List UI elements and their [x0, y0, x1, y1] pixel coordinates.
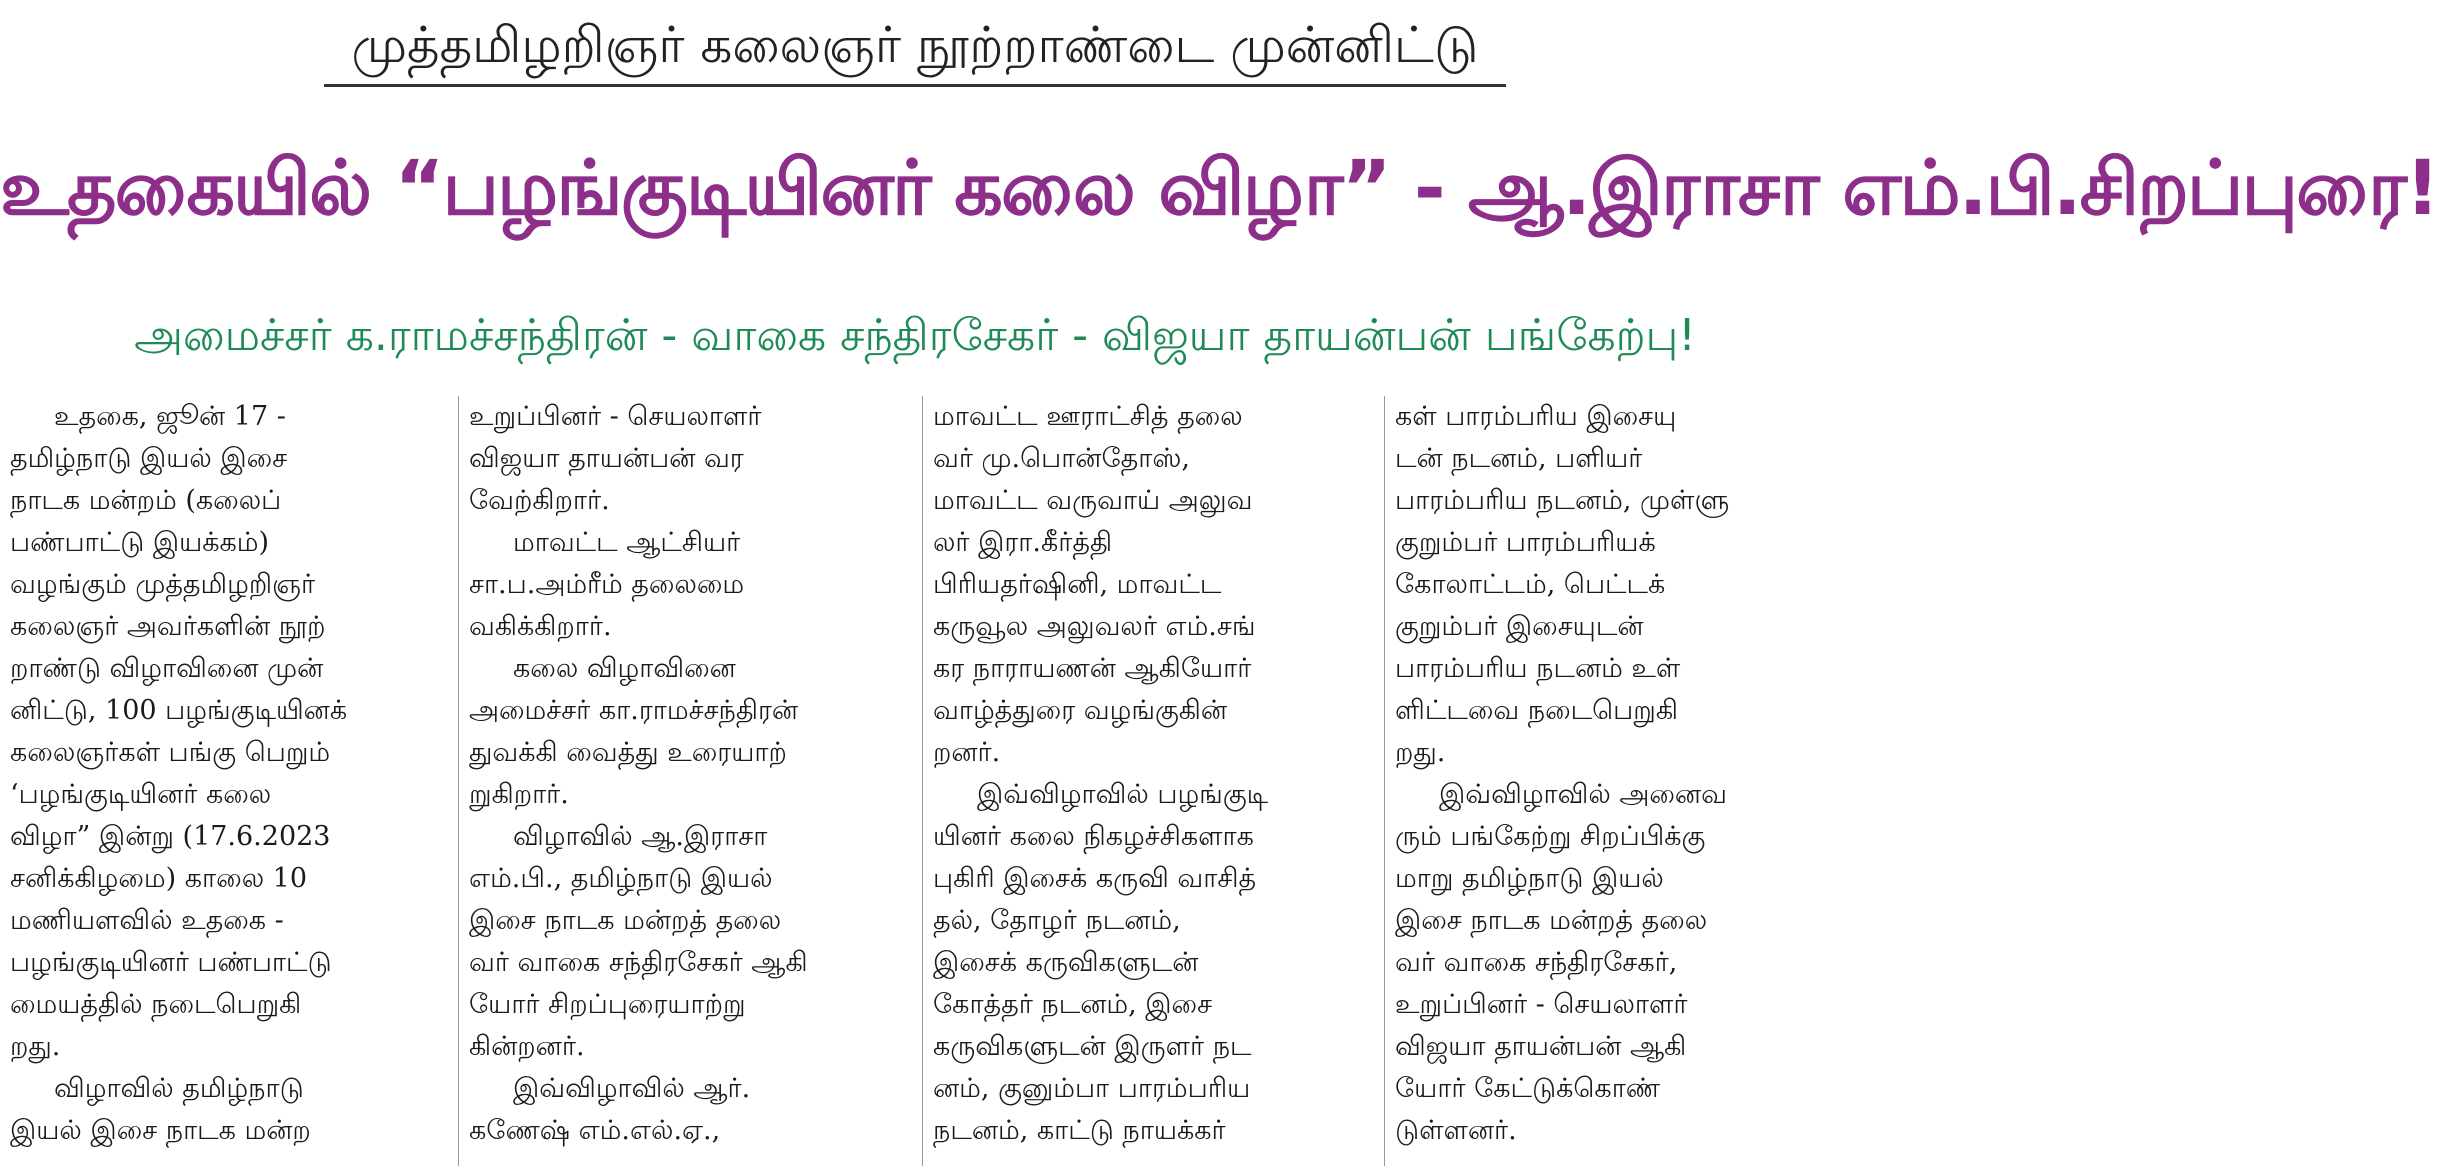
text-line: உதகை, ஜூன் 17 - [54, 401, 286, 432]
text-line: வர் வாகை சந்திரசேகர், [1395, 947, 1678, 978]
text-line: லர் இரா.கீர்த்தி [933, 527, 1113, 558]
text-line: உறுப்பினர் - செயலாளர் [1395, 989, 1688, 1020]
text-line: வேற்கிறார். [469, 485, 610, 516]
text-line: இசை நாடக மன்றத் தலை [469, 905, 782, 936]
text-line: வழங்கும் முத்தமிழறிஞர் [10, 569, 316, 600]
text-line: ரும் பங்கேற்று சிறப்பிக்கு [1395, 821, 1706, 852]
text-line: இவ்விழாவில் பழங்குடி [977, 779, 1269, 810]
kicker-text: முத்தமிழறிஞர் கலைஞர் நூற்றாண்டை முன்னிட்டு [324, 10, 1507, 87]
text-line: டன் நடனம், பளியர் [1395, 443, 1643, 474]
text-line: மாவட்ட ஊராட்சித் தலை [933, 401, 1243, 432]
text-line: விழாவில் ஆ.இராசா [513, 821, 768, 852]
text-line: யினர் கலை நிகழச்சிகளாக [933, 821, 1254, 852]
text-line: குறும்பர் இசையுடன் [1395, 611, 1644, 642]
text-line: புகிரி இசைக் கருவி வாசித் [933, 863, 1257, 894]
text-line: கள் பாரம்பரிய இசையு [1395, 401, 1677, 432]
text-line: பழங்குடியினர் பண்பாட்டு [10, 947, 332, 978]
text-line: மாவட்ட வருவாய் அலுவ [933, 485, 1253, 516]
text-line: மாறு தமிழ்நாடு இயல் [1395, 863, 1664, 894]
text-line: விழா” இன்று (17.6.2023 [10, 821, 331, 852]
text-line: கலைஞர் அவர்களின் நூற் [10, 611, 326, 642]
text-line: இசை நாடக மன்றத் தலை [1395, 905, 1708, 936]
text-line: யோர் சிறப்புரையாற்று [469, 989, 746, 1020]
text-line: கருவூல அலுவலர் எம்.சங் [933, 611, 1256, 642]
text-line: கோத்தர் நடனம், இசை [933, 989, 1213, 1020]
text-line: கருவிகளுடன் இருளர் நட [933, 1031, 1252, 1062]
article-body [0, 396, 1830, 1166]
text-line: தமிழ்நாடு இயல் இசை [10, 443, 288, 474]
text-line: கலைஞர்கள் பங்கு பெறும் [10, 737, 331, 768]
article-column-4 [1384, 396, 1830, 1166]
text-line: கின்றனர். [469, 1031, 585, 1062]
text-line: கலை விழாவினை [513, 653, 736, 684]
text-line: பிரியதர்ஷினி, மாவட்ட [933, 569, 1222, 600]
text-line: இசைக் கருவிகளுடன் [933, 947, 1199, 978]
text-line: இயல் இசை நாடக மன்ற [10, 1115, 311, 1146]
text-line: சா.ப.அம்ரீம் தலைமை [469, 569, 745, 600]
text-line: குறும்பர் பாரம்பரியக் [1395, 527, 1656, 558]
article-column-1 [0, 396, 458, 1166]
text-line: அமைச்சர் கா.ராமச்சந்திரன் [469, 695, 799, 726]
text-line: வகிக்கிறார். [469, 611, 612, 642]
text-line: எம்.பி., தமிழ்நாடு இயல் [469, 863, 773, 894]
kicker-banner [0, 10, 1830, 87]
text-line: வர் வாகை சந்திரசேகர் ஆகி [469, 947, 808, 978]
text-line: விஜயா தாயன்பன் ஆகி [1395, 1031, 1687, 1062]
text-line: நடனம், காட்டு நாயக்கர் [933, 1115, 1226, 1146]
text-line: ‘பழங்குடியினர் கலை [10, 779, 272, 810]
subheadline: அமைச்சர் க.ராமச்சந்திரன் - வாகை சந்திரசேகர் - விஜயா தாயன்பன் பங்கேற்பு! [134, 310, 1696, 361]
text-line: இவ்விழாவில் ஆர். [513, 1073, 751, 1104]
text-line: மணியளவில் உதகை - [10, 905, 284, 936]
text-line: றுகிறார். [469, 779, 569, 810]
text-line: உறுப்பினர் - செயலாளர் [469, 401, 762, 432]
text-line: னம், குனும்பா பாரம்பரிய [933, 1073, 1251, 1104]
text-line: மையத்தில் நடைபெறுகி [10, 989, 302, 1020]
text-line: தல், தோழர் நடனம், [933, 905, 1181, 936]
headline: உதகையில் “பழங்குடியினர் கலை விழா” - ஆ.இராசா எம்.பி.சிறப்புரை! [0, 143, 2438, 232]
text-line: பாரம்பரிய நடனம், முள்ளு [1395, 485, 1730, 516]
text-line: கோலாட்டம், பெட்டக் [1395, 569, 1666, 600]
article-column-3 [922, 396, 1384, 1166]
text-line: யோர் கேட்டுக்கொண் [1395, 1073, 1661, 1104]
text-line: றனர். [933, 737, 1001, 768]
text-line: விஜயா தாயன்பன் வர [469, 443, 744, 474]
text-line: றாண்டு விழாவினை முன் [10, 653, 324, 684]
text-line: பண்பாட்டு இயக்கம்) [10, 527, 270, 558]
text-line: துவக்கி வைத்து உரையாற் [469, 737, 787, 768]
text-line: விழாவில் தமிழ்நாடு [54, 1073, 304, 1104]
article-column-2 [458, 396, 922, 1166]
text-line: ளிட்டவை நடைபெறுகி [1395, 695, 1678, 726]
text-line: வாழ்த்துரை வழங்குகின் [933, 695, 1228, 726]
text-line: மாவட்ட ஆட்சியர் [513, 527, 741, 558]
text-line: றது. [10, 1031, 61, 1062]
text-line: கணேஷ் எம்.எல்.ஏ., [469, 1115, 721, 1146]
text-line: வர் மு.பொன்தோஸ், [933, 443, 1190, 474]
text-line: றது. [1395, 737, 1446, 768]
text-line: இவ்விழாவில் அனைவ [1439, 779, 1727, 810]
text-line: டுள்ளனர். [1395, 1115, 1517, 1146]
text-line: பாரம்பரிய நடனம் உள் [1395, 653, 1681, 684]
text-line: கர நாராயணன் ஆகியோர் [933, 653, 1252, 684]
text-line: நாடக மன்றம் (கலைப் [10, 485, 282, 516]
text-line: னிட்டு, 100 பழங்குடியினக் [10, 695, 348, 726]
text-line: சனிக்கிழமை) காலை 10 [10, 863, 308, 894]
